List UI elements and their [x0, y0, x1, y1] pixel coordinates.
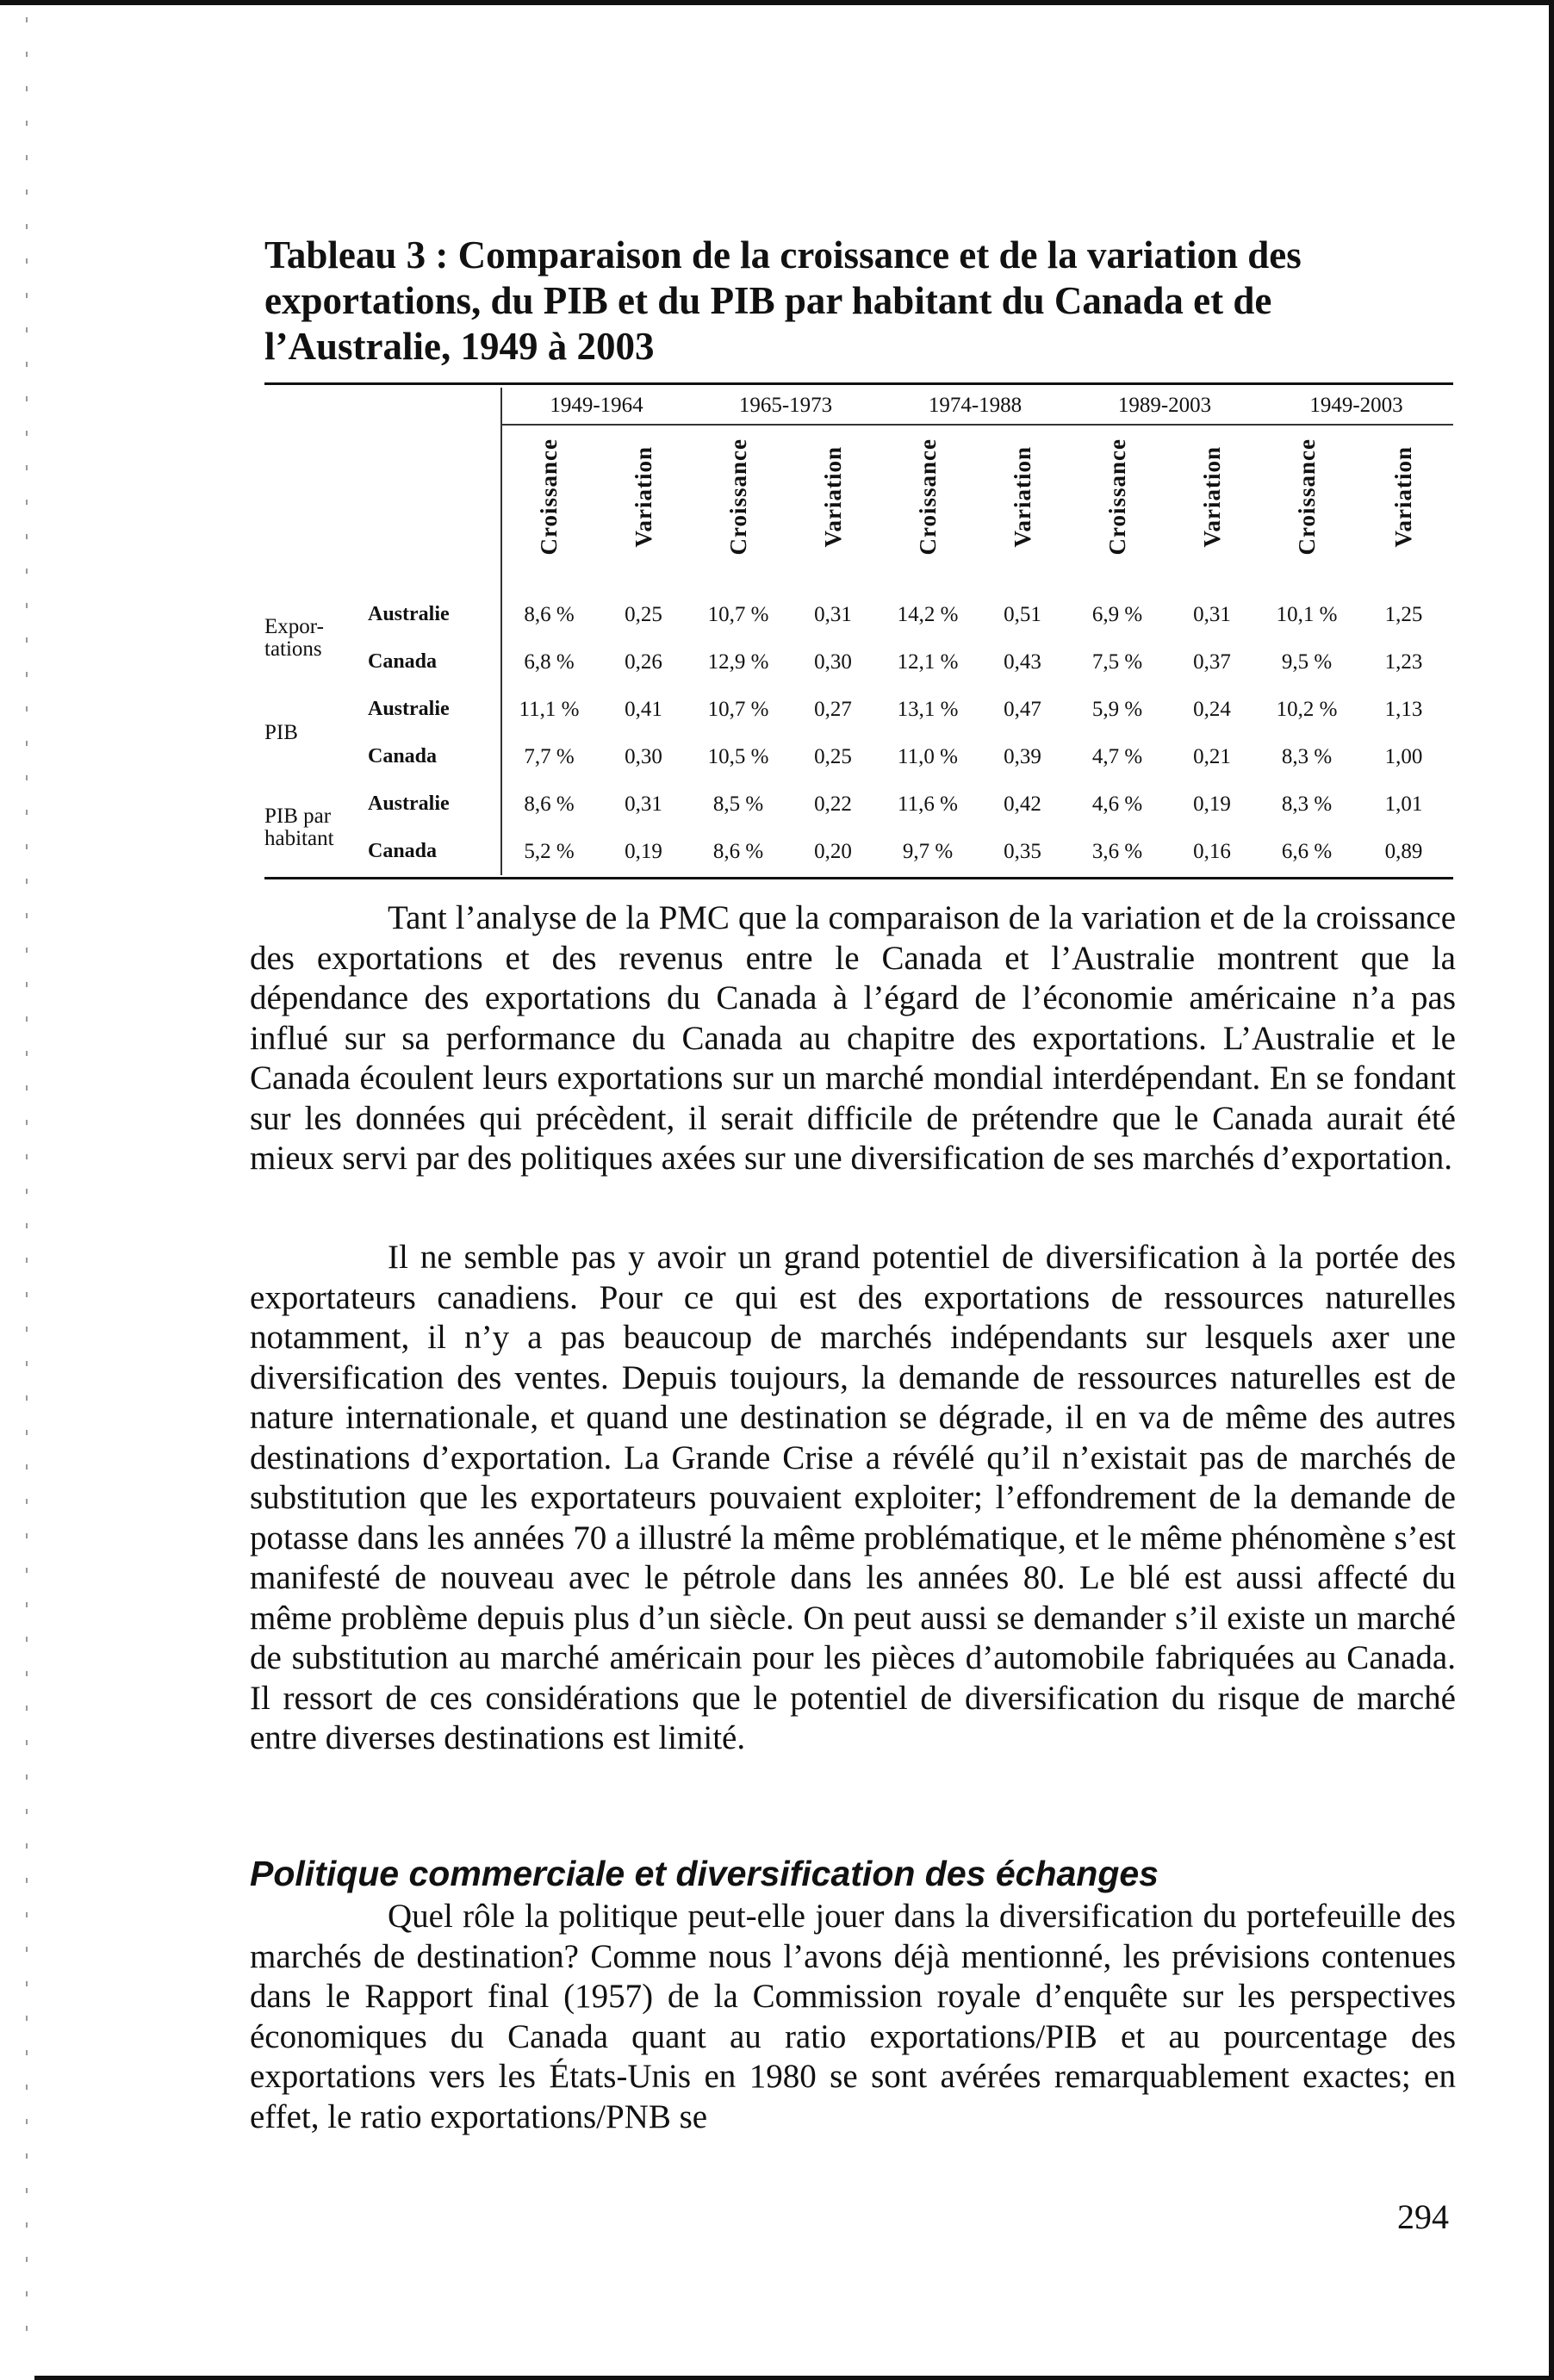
table-cell: 10,7 % — [707, 697, 769, 721]
table-cell: 10,2 % — [1276, 697, 1338, 721]
table-cell: 10,5 % — [707, 744, 769, 768]
section-paragraph: Quel rôle la politique peut-elle jouer dans la diversification du portefeuille des marchés de destination? Comme nous l’avons déjà mentionné, les prévisions contenues dans le Rapport final (1957) de la Commission royale d’enquête sur les perspectives économiques du Canada quant au ratio exportations/PIB et au pourcentage des exportations vers les États-Unis en 1980 se sont avérées remarquablement exactes; en effet, le ratio exportations/PNB se — [250, 1898, 1456, 2135]
table-title: Tableau 3 : Comparaison de la croissance et de la variation des exportations, du PIB et du PIB par habitant du Canada et de l’Australie, 1949 à 2003 — [264, 233, 1302, 368]
country-label: Canada — [368, 840, 438, 862]
table-top-rule — [264, 382, 1453, 385]
paragraph-1: Tant l’analyse de la PMC que la comparaison de la variation et de la croissance des exportations et des revenus entre le Canada et l’Australie montrent que la dépendance des exportations du Canada à l’égard de l’économie américaine n’a pas influé sur sa performance du Canada au chapitre des exportations. L’Australie et le Canada écoulent leurs exportations sur un marché mondial interdépendant. En se fondant sur les données qui précèdent, il serait difficile de prétendre que le Canada aurait été mieux servi par des politiques axées sur une diversification de ses marchés d’exportation. — [250, 899, 1456, 1177]
table-cell: 0,51 — [1004, 602, 1041, 626]
table-cell: 0,22 — [814, 792, 852, 816]
comparison-table — [264, 388, 1453, 875]
measure-header-row — [264, 425, 1453, 574]
table-cell: 6,6 % — [1281, 839, 1333, 863]
measure-header-variation: Variation — [1198, 445, 1225, 548]
table-cell: 0,16 — [1193, 839, 1231, 863]
table-cell: 8,6 % — [501, 780, 596, 828]
measure-header-variation: Variation — [1009, 445, 1035, 548]
table-cell: 1,25 — [1384, 602, 1423, 626]
measure-header-croissance: Croissance — [724, 438, 751, 556]
table-cell: 0,35 — [1004, 839, 1041, 863]
page-number: 294 — [1397, 2197, 1449, 2236]
table-cell: 0,42 — [1004, 792, 1041, 816]
table-cell: 11,1 % — [501, 686, 596, 733]
table-cell: 0,25 — [625, 602, 662, 626]
measure-header-croissance: Croissance — [536, 438, 562, 556]
measure-header-croissance: Croissance — [914, 438, 941, 556]
table-cell: 10,1 % — [1276, 602, 1338, 626]
country-label: Australie — [368, 698, 450, 720]
table-cell: 5,2 % — [501, 828, 596, 875]
table-cell: 7,7 % — [501, 733, 596, 780]
table-cell: 0,31 — [625, 792, 662, 816]
measure-header-croissance: Croissance — [1293, 438, 1320, 556]
country-label: Canada — [368, 650, 438, 673]
table-cell: 10,7 % — [707, 602, 769, 626]
table-cell: 4,7 % — [1091, 744, 1143, 768]
table-row — [264, 686, 1453, 733]
measure-header-variation: Variation — [630, 445, 656, 548]
table-row — [264, 638, 1453, 686]
table-cell: 3,6 % — [1091, 839, 1143, 863]
section-heading: Politique commerciale et diversification des échanges — [250, 1854, 1159, 1893]
measure-header-croissance: Croissance — [1103, 438, 1130, 556]
table-cell: 0,19 — [1193, 792, 1231, 816]
country-label: Australie — [368, 603, 450, 625]
country-label: Canada — [368, 745, 438, 767]
table-cell: 0,31 — [1193, 602, 1231, 626]
table-cell: 0,37 — [1193, 649, 1231, 674]
measure-header-variation: Variation — [1390, 445, 1416, 548]
paragraph-2: Il ne semble pas y avoir un grand potentiel de diversification à la portée des exportateurs canadiens. Pour ce qui est des exportations de ressources naturelles notamment, il n’y a pas beaucoup de marchés indépendants sur lesquels axer une diversification des ventes. Depuis toujours, la demande de ressources naturelles est de nature internationale, et quand une destination se dégrade, il en va de même des autres destinations d’exportation. La Grande Crise a révélé qu’il n’existait pas de marchés de substitution que les exportateurs pouvaient exploiter; l’effondrement de la demande de potasse dans les années 70 a illustré la même problématique, et le même phénomène s’est manifesté de nouveau avec le pétrole dans les années 80. Le blé est aussi affecté du même problème depuis plus d’un siècle. On peut aussi se demander s’il existe un marché de substitution au marché américain pour les pièces d’automobile fabriquées au Canada. Il ressort de ces considérations que le potentiel de diversification du risque de marché entre diverses destinations est limité. — [250, 1239, 1456, 1756]
table-cell: 0,41 — [625, 697, 662, 721]
table-row — [264, 591, 1453, 638]
table-cell: 8,3 % — [1281, 744, 1333, 768]
scan-border-bottom — [34, 2376, 1554, 2380]
table-cell: 0,47 — [1004, 697, 1041, 721]
table-body — [264, 574, 1453, 875]
table-cell: 1,01 — [1384, 792, 1423, 816]
table-cell: 8,6 % — [501, 591, 596, 638]
scan-border-left — [26, 17, 28, 2343]
table-cell: 0,31 — [814, 602, 852, 626]
period-header-row — [264, 388, 1453, 425]
table-cell: 0,39 — [1004, 744, 1041, 768]
period-header: 1974-1988 — [880, 388, 1070, 425]
table-cell: 0,25 — [814, 744, 852, 768]
row-group-label: PIB — [264, 721, 298, 744]
table-cell: 9,5 % — [1281, 649, 1333, 674]
table-cell: 0,20 — [814, 839, 852, 863]
table-spacer-row — [264, 574, 1453, 591]
table-cell: 0,27 — [814, 697, 852, 721]
table-cell: 0,43 — [1004, 649, 1041, 674]
table-cell: 12,9 % — [707, 649, 769, 674]
table-cell: 13,1 % — [897, 697, 959, 721]
table-bottom-rule — [264, 877, 1453, 879]
measure-header-variation: Variation — [819, 445, 846, 548]
table-cell: 14,2 % — [897, 602, 959, 626]
table-cell: 8,3 % — [1281, 792, 1333, 816]
period-header: 1989-2003 — [1070, 388, 1259, 425]
table-cell: 1,13 — [1384, 697, 1423, 721]
row-group-label: PIB par habitant — [264, 805, 334, 850]
table-cell: 0,19 — [625, 839, 662, 863]
scan-border-right — [1549, 0, 1554, 2380]
table-row — [264, 780, 1453, 828]
table-row — [264, 828, 1453, 875]
table-cell: 0,24 — [1193, 697, 1231, 721]
table-cell: 8,6 % — [712, 839, 764, 863]
table-cell: 0,89 — [1384, 839, 1423, 863]
table-cell: 0,26 — [625, 649, 662, 674]
table-cell: 12,1 % — [897, 649, 959, 674]
table-cell: 4,6 % — [1091, 792, 1143, 816]
table-row — [264, 733, 1453, 780]
period-header: 1965-1973 — [691, 388, 880, 425]
table-cell: 0,30 — [814, 649, 852, 674]
table-cell: 1,00 — [1384, 744, 1423, 768]
table-cell: 9,7 % — [902, 839, 954, 863]
table-cell: 0,30 — [625, 744, 662, 768]
table-cell: 0,21 — [1193, 744, 1231, 768]
period-header: 1949-1964 — [501, 388, 691, 425]
table-cell: 7,5 % — [1091, 649, 1143, 674]
row-group-label: Expor- tations — [264, 615, 324, 661]
table-cell: 11,6 % — [898, 792, 958, 816]
country-label: Australie — [368, 792, 450, 815]
table-cell: 5,9 % — [1091, 697, 1143, 721]
table-cell: 6,9 % — [1091, 602, 1143, 626]
table-cell: 6,8 % — [501, 638, 596, 686]
table-cell: 11,0 % — [898, 744, 958, 768]
scan-border-top — [0, 0, 1554, 5]
period-header: 1949-2003 — [1259, 388, 1453, 425]
table-cell: 1,23 — [1384, 649, 1423, 674]
table-cell: 8,5 % — [712, 792, 764, 816]
